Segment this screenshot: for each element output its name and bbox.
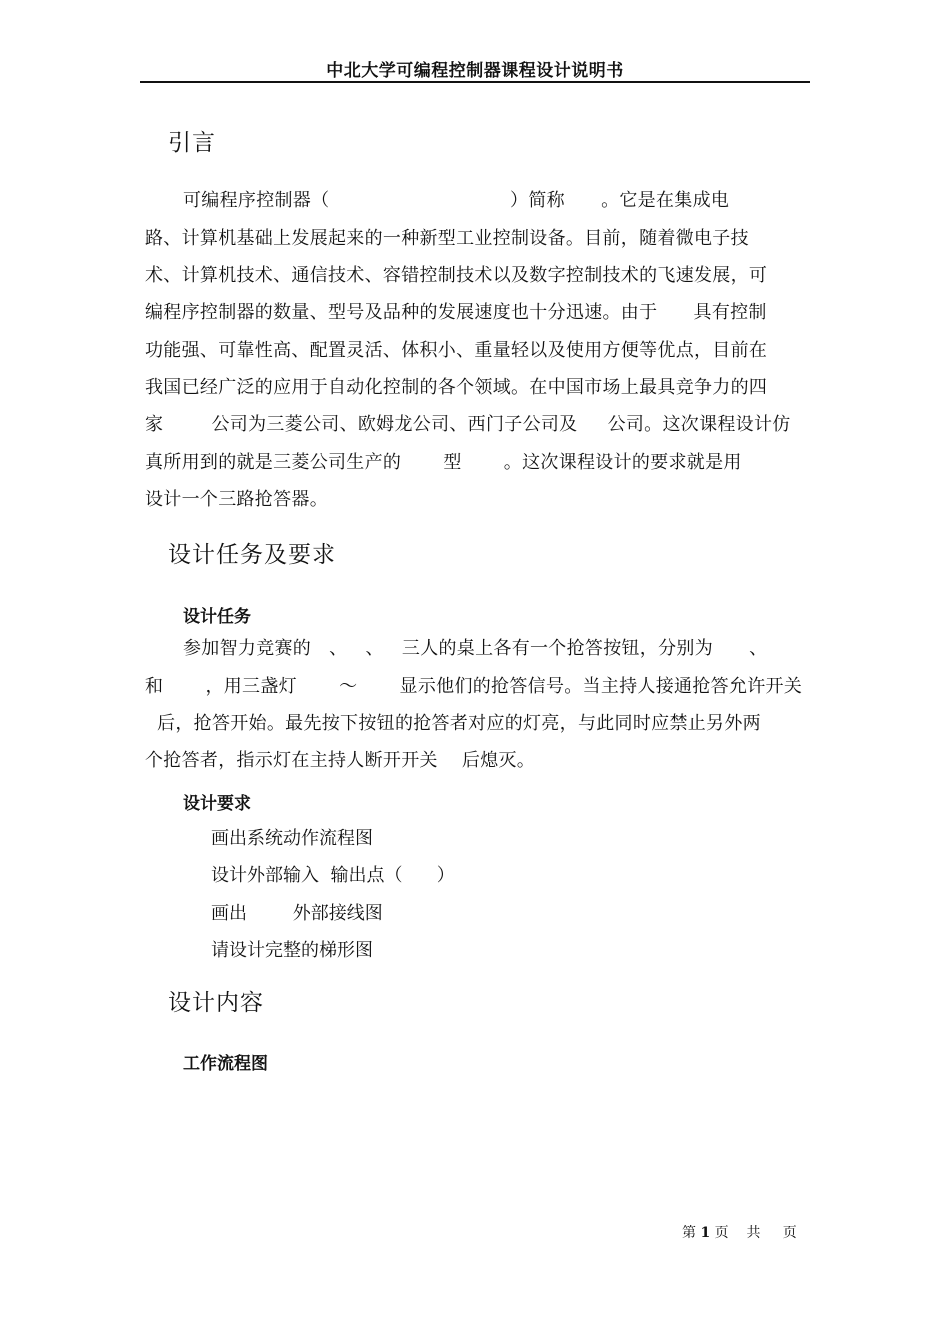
intro-line-5: 功能强、可靠性高、配置灵活、体积小、重量轻以及使用方便等优点，目前在 xyxy=(145,340,768,361)
section-title-intro: 引言 xyxy=(168,130,216,156)
section-title-content: 设计内容 xyxy=(168,990,264,1016)
subsection-title-requirements: 设计要求 xyxy=(183,794,251,814)
intro-line-2: 路、计算机基础上发展起来的一种新型工业控制设备。目前，随着微电子技 xyxy=(145,228,749,249)
footer-page-number: 1 xyxy=(700,1225,711,1241)
task-line-2: 和 ，用三盏灯 ～ 显示他们的抢答信号。当主持人接通抢答允许开关 xyxy=(145,676,803,697)
page-footer xyxy=(682,1222,797,1242)
subsection-title-task: 设计任务 xyxy=(183,607,251,627)
intro-line-1: 可编程序控制器（ ）简称 。它是在集成电 xyxy=(183,190,730,211)
task-line-3: 后，抢答开始。最先按下按钮的抢答者对应的灯亮，与此同时应禁止另外两 xyxy=(145,713,761,734)
intro-line-3: 术、计算机技术、通信技术、容错控制技术以及数字控制技术的飞速发展，可 xyxy=(145,265,768,286)
subsection-title-flow: 工作流程图 xyxy=(183,1054,268,1074)
intro-line-8: 真所用到的就是三菱公司生产的 型 。这次课程设计的要求就是用 xyxy=(145,452,742,473)
requirement-item-1: 画出系统动作流程图 xyxy=(211,828,373,849)
header-rule xyxy=(140,81,810,83)
intro-line-4: 编程序控制器的数量、型号及品种的发展速度也十分迅速。由于 具有控制 xyxy=(145,302,767,323)
task-line-1: 参加智力竞赛的 、 、 三人的桌上各有一个抢答按钮，分别为 、 xyxy=(183,638,768,659)
requirement-item-3: 画出 外部接线图 xyxy=(211,903,383,924)
intro-line-6: 我国已经广泛的应用于自动化控制的各个领域。在中国市场上最具竞争力的四 xyxy=(145,377,768,398)
requirement-item-2: 设计外部输入 输出点（ ） xyxy=(211,865,455,886)
requirement-item-4: 请设计完整的梯形图 xyxy=(211,940,373,961)
header-title: 中北大学可编程控制器课程设计说明书 xyxy=(326,61,624,81)
intro-line-7: 家 公司为三菱公司、欧姆龙公司、西门子公司及 公司。这次课程设计仿 xyxy=(145,414,791,435)
section-title-task-req: 设计任务及要求 xyxy=(168,542,336,568)
intro-line-9: 设计一个三路抢答器。 xyxy=(145,489,328,510)
footer-suffix: 页 共 页 xyxy=(714,1225,797,1241)
task-line-4: 个抢答者，指示灯在主持人断开开关 后熄灭。 xyxy=(145,750,536,771)
footer-prefix: 第 xyxy=(682,1225,696,1241)
